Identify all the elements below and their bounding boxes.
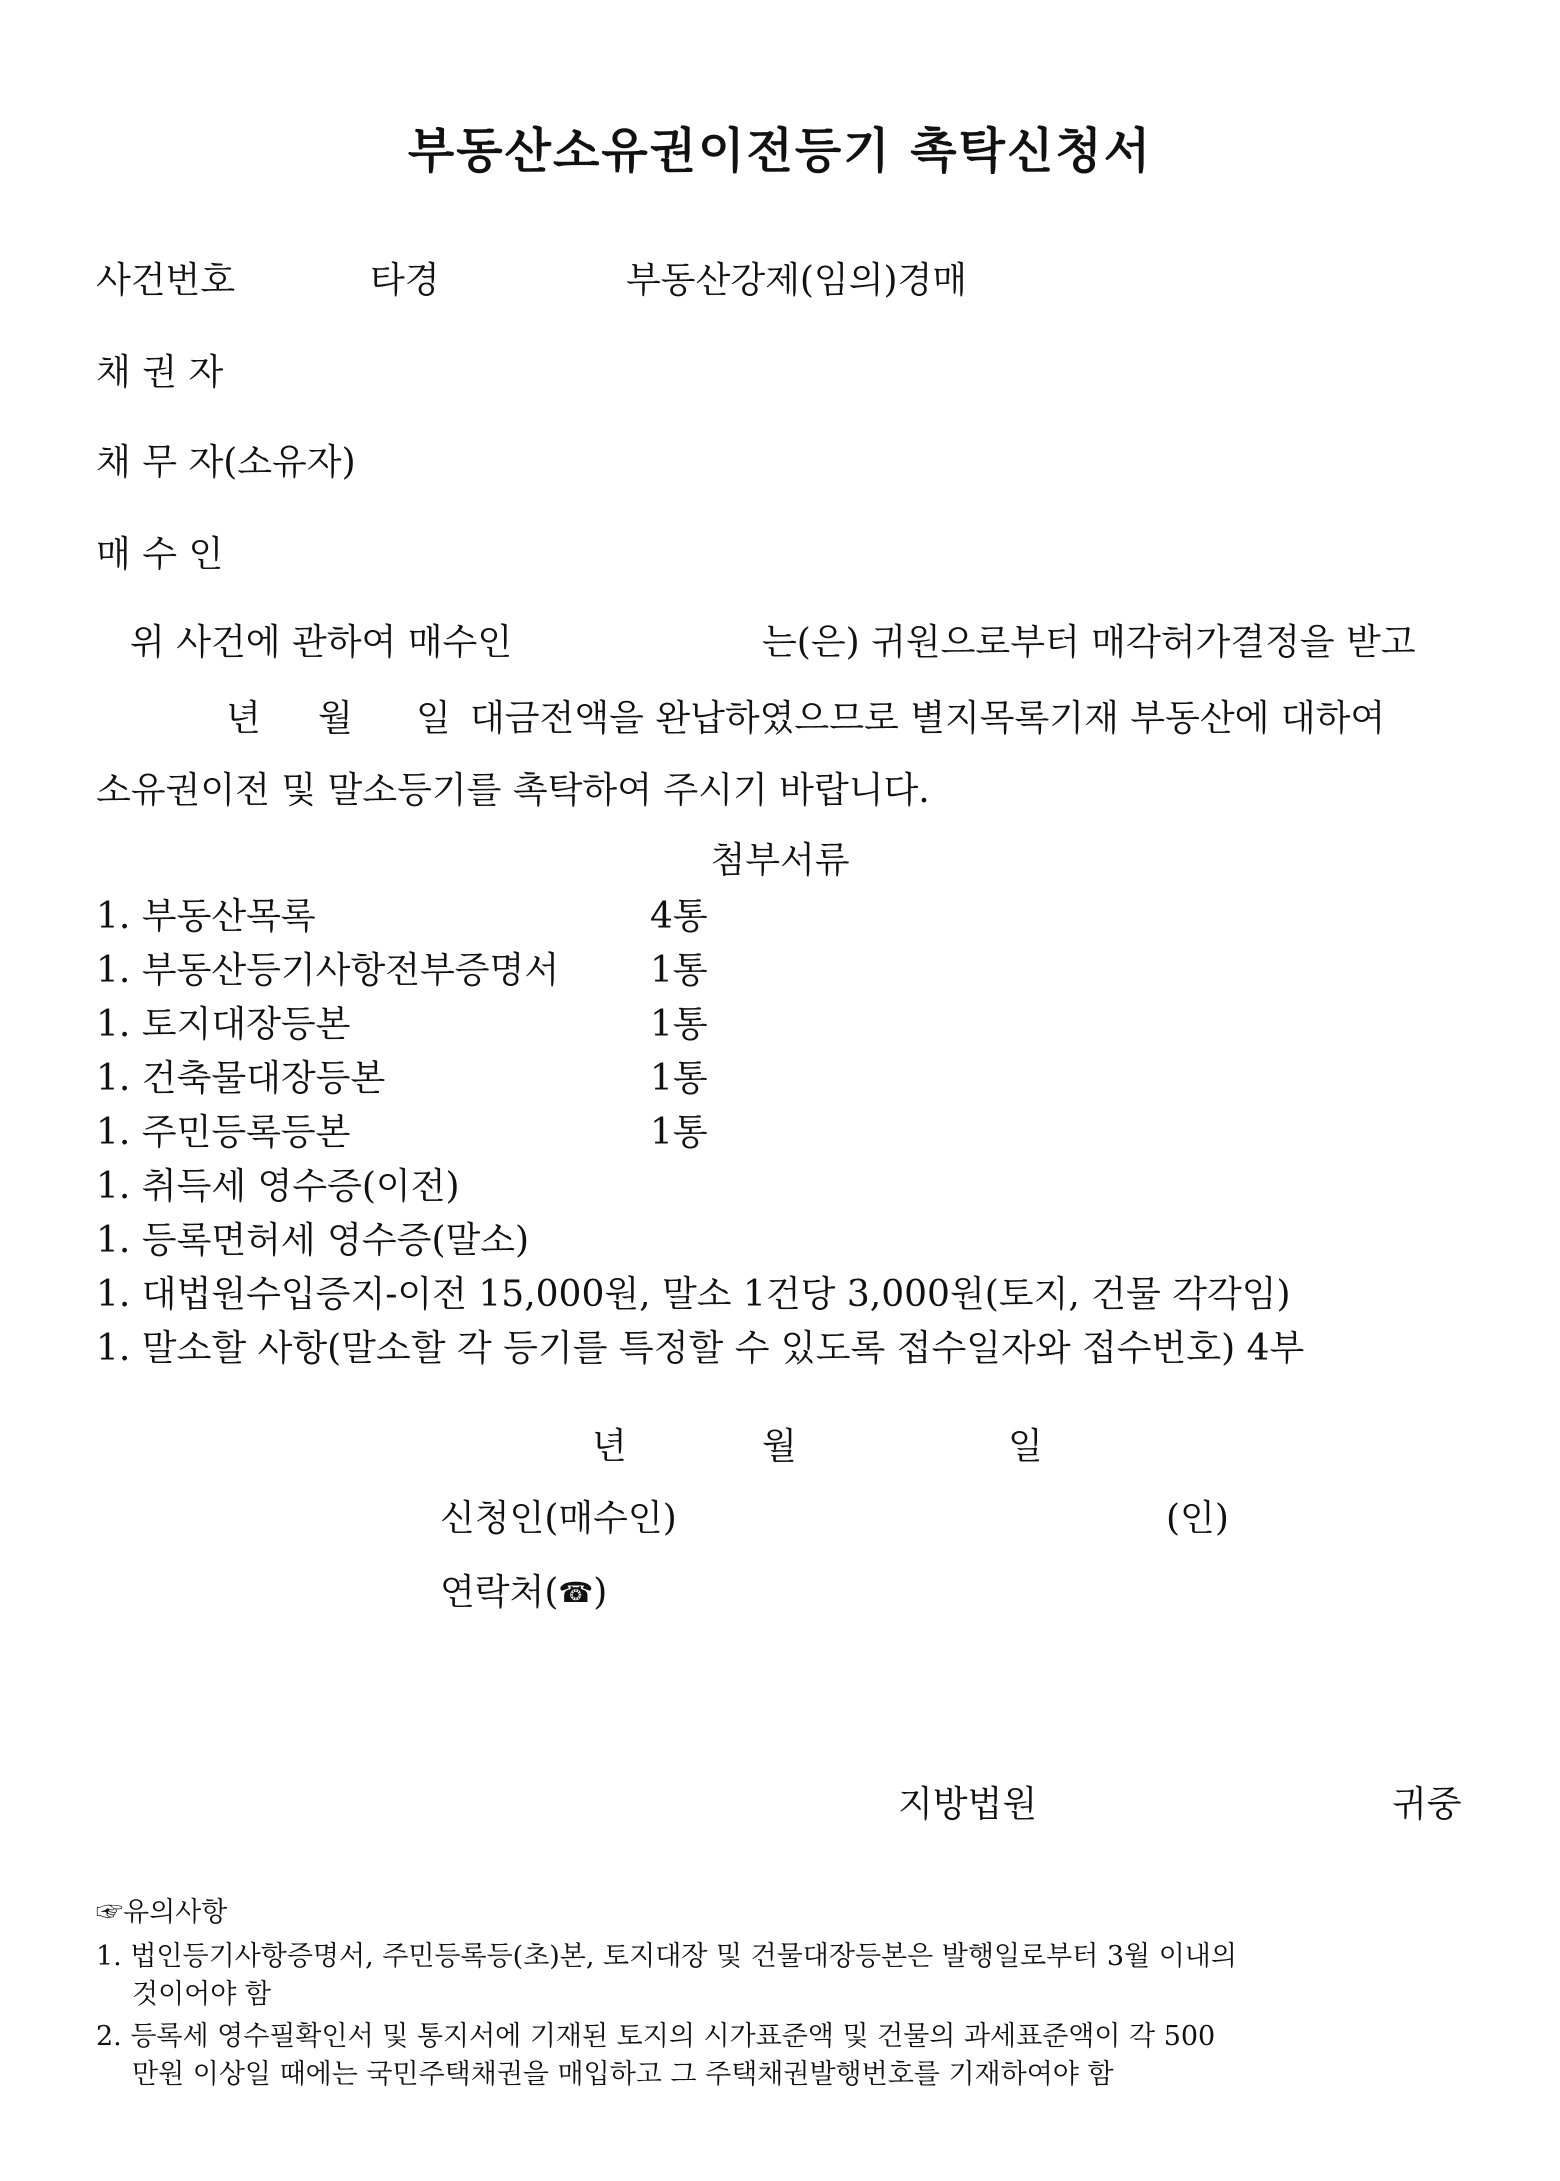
attachment-item: 1. 건축물대장등본 <box>96 1058 386 1099</box>
body-year: 년 <box>226 698 261 739</box>
attachment-item: 1. 주민등록등본 <box>96 1112 351 1153</box>
buyer-label: 매 수 인 <box>96 534 224 575</box>
body-month: 월 <box>318 698 353 739</box>
attachment-count: 1통 <box>650 1112 708 1153</box>
attachment-item: 1. 부동산등기사항전부증명서 <box>96 950 560 991</box>
note-item-1-line1: 1. 법인등기사항증명서, 주민등록등(초)본, 토지대장 및 건물대장등본은 발행일로부터 3월 이내의 <box>96 1941 1237 1972</box>
attachment-item: 1. 토지대장등본 <box>96 1004 351 1045</box>
case-type: 부동산강제(임의)경매 <box>626 260 968 301</box>
body-line3: 소유권이전 및 말소등기를 촉탁하여 주시기 바랍니다. <box>96 770 930 811</box>
document-title: 부동산소유권이전등기 촉탁신청서 <box>407 123 1153 179</box>
seal-mark: (인) <box>1166 1498 1229 1539</box>
phone-icon: ☎ <box>558 1576 594 1609</box>
contact-line <box>440 1564 607 1615</box>
notes-heading: ☞유의사항 <box>96 1897 228 1928</box>
attachment-item: 1. 등록면허세 영수증(말소) <box>96 1220 530 1261</box>
court-name: 지방법원 <box>898 1784 1038 1825</box>
sign-day: 일 <box>1008 1426 1043 1467</box>
attachment-count: 1통 <box>650 1058 708 1099</box>
case-number-label: 사건번호 <box>96 260 236 301</box>
attachment-item: 1. 취득세 영수증(이전) <box>96 1166 460 1207</box>
attachment-count: 4통 <box>650 896 708 937</box>
court-honorific: 귀중 <box>1392 1784 1462 1825</box>
attachment-count: 1통 <box>650 950 708 991</box>
attachment-item: 1. 말소할 사항(말소할 각 등기를 특정할 수 있도록 접수일자와 접수번호) 4부 <box>96 1328 1305 1369</box>
body-line2-b: 대금전액을 완납하였으므로 별지목록기재 부동산에 대하여 <box>470 698 1386 739</box>
body-day: 일 <box>416 698 451 739</box>
note-item-2-line2: 만원 이상일 때에는 국민주택채권을 매입하고 그 주택채권발행번호를 기재하여야 함 <box>132 2059 1114 2090</box>
attachments-heading: 첨부서류 <box>710 840 850 881</box>
contact-label: 연락처( <box>440 1572 559 1613</box>
sign-month: 월 <box>762 1426 797 1467</box>
applicant-label: 신청인(매수인) <box>440 1498 677 1539</box>
debtor-label: 채 무 자(소유자) <box>96 442 356 483</box>
note-item-1-line2: 것이어야 함 <box>132 1979 271 2010</box>
contact-close: ) <box>593 1572 608 1613</box>
body-line1-b: 는(은) 귀원으로부터 매각허가결정을 받고 <box>762 622 1416 663</box>
attachment-count: 1통 <box>650 1004 708 1045</box>
sign-year: 년 <box>592 1426 627 1467</box>
attachment-item: 1. 대법원수입증지-이전 15,000원, 말소 1건당 3,000원(토지, 건물 각각임) <box>96 1274 1291 1315</box>
body-line1-a: 위 사건에 관하여 매수인 <box>130 622 513 663</box>
creditor-label: 채 권 자 <box>96 352 224 393</box>
note-item-2-line1: 2. 등록세 영수필확인서 및 통지서에 기재된 토지의 시가표준액 및 건물의 과세표준액이 각 500 <box>96 2021 1216 2052</box>
case-type-prefix: 타경 <box>370 260 440 301</box>
attachment-item: 1. 부동산목록 <box>96 896 316 937</box>
